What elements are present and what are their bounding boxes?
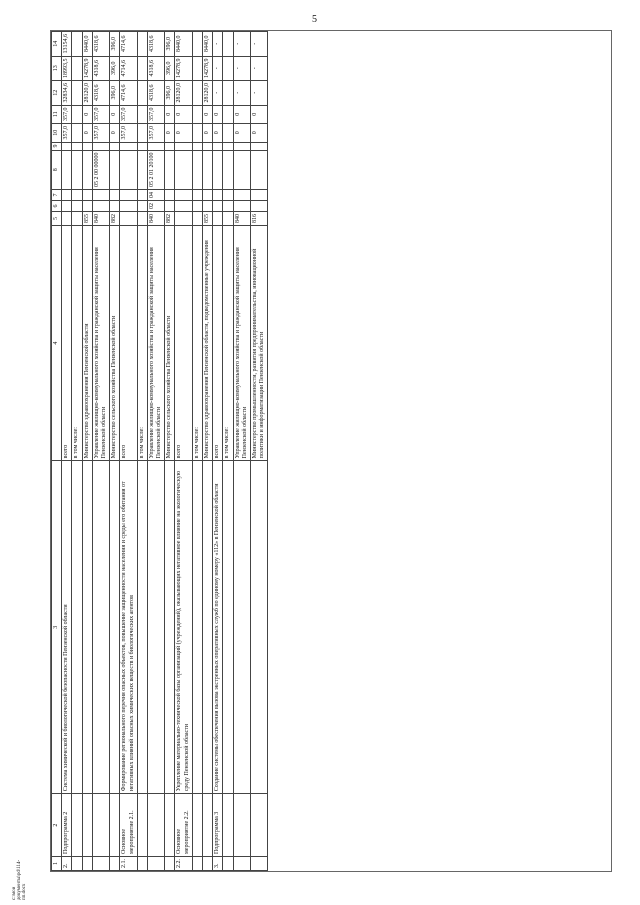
header-cell: 1	[52, 857, 62, 871]
table-cell: Формирование регионального перечня опасных объектов, повышение защищенности населения и среды его обитания от негативных влияний опасных химических веществ и биологических агентов	[120, 461, 137, 794]
table-cell: 4714,6	[120, 56, 137, 81]
table-cell	[72, 190, 82, 201]
table-cell: 4318,6	[147, 56, 164, 81]
table-cell	[147, 142, 164, 150]
table-cell	[213, 190, 223, 201]
table-cell	[137, 81, 147, 106]
table-cell: 0	[165, 124, 175, 143]
table-cell	[192, 124, 202, 143]
table-cell: Министерство сельского хозяйства Пензенской области	[110, 226, 120, 461]
table-cell	[137, 124, 147, 143]
table-cell	[192, 105, 202, 124]
table-cell	[72, 461, 82, 794]
table-cell	[223, 794, 233, 857]
table-cell	[213, 142, 223, 150]
table-cell	[165, 142, 175, 150]
table-cell: 2.2.	[175, 857, 192, 871]
table-row	[137, 32, 147, 871]
table-cell: 0	[233, 124, 250, 143]
table-cell: 0	[203, 124, 213, 143]
table-row	[92, 32, 109, 871]
table-cell	[120, 212, 137, 226]
table-cell: 396,0	[165, 81, 175, 106]
header-cell: 11	[52, 105, 62, 124]
table-cell: Подпрограмма 3	[213, 794, 223, 857]
table-cell	[72, 56, 82, 81]
table-cell: 0	[110, 105, 120, 124]
table-cell	[213, 201, 223, 212]
table-cell	[147, 461, 164, 794]
table-cell: Министерство промышленности, развития предпринимательства, инновационной политики и информатизации Пензенской области	[250, 226, 267, 461]
table-cell: 8440,0	[203, 32, 213, 57]
header-cell: 5	[52, 212, 62, 226]
table-cell	[250, 794, 267, 857]
table-cell	[223, 201, 233, 212]
table-cell: 0	[233, 105, 250, 124]
table-cell	[92, 794, 109, 857]
rotated-table-page	[50, 30, 612, 872]
budget-table	[51, 31, 268, 871]
table-cell: 14278,9	[175, 56, 192, 81]
table-cell: 2.	[62, 857, 72, 871]
table-cell	[233, 201, 250, 212]
table-row	[165, 32, 175, 871]
table-cell	[72, 201, 82, 212]
header-cell: 6	[52, 201, 62, 212]
table-cell: Основное мероприятие 2.2.	[175, 794, 192, 857]
table-cell: 05 2 00 00000	[92, 150, 109, 190]
table-cell	[233, 794, 250, 857]
table-cell	[92, 190, 109, 201]
table-row	[175, 32, 192, 871]
table-cell: Система химической и биологической безопасности Пензенской области	[62, 461, 72, 794]
table-cell: 357,0	[120, 124, 137, 143]
table-row	[192, 32, 202, 871]
table-cell	[82, 857, 92, 871]
table-cell: -	[250, 81, 267, 106]
table-cell	[137, 201, 147, 212]
table-cell	[250, 190, 267, 201]
table-row	[233, 32, 250, 871]
table-cell	[192, 142, 202, 150]
table-cell	[62, 201, 72, 212]
table-cell: в том числе:	[137, 226, 147, 461]
table-cell: 0	[175, 105, 192, 124]
table-cell: 8440,0	[175, 32, 192, 57]
table-cell	[82, 150, 92, 190]
table-cell	[213, 212, 223, 226]
table-cell: 816	[250, 212, 267, 226]
table-cell	[92, 857, 109, 871]
table-cell: 0	[175, 124, 192, 143]
table-cell: Укрепление материально-технической базы организаций (учреждений), оказывающих негативное влияние на экологическую среду Пензенской области	[175, 461, 192, 794]
table-cell	[223, 461, 233, 794]
table-cell	[233, 461, 250, 794]
table-cell: Подпрограмма 2	[62, 794, 72, 857]
table-cell	[72, 32, 82, 57]
header-cell: 4	[52, 226, 62, 461]
table-cell: 4318,6	[147, 81, 164, 106]
table-cell: -	[250, 56, 267, 81]
table-cell	[165, 857, 175, 871]
table-cell	[62, 212, 72, 226]
table-cell	[192, 150, 202, 190]
table-cell	[137, 150, 147, 190]
table-cell: 0	[165, 105, 175, 124]
table-cell: 4318,6	[92, 56, 109, 81]
table-cell: 14278,9	[203, 56, 213, 81]
table-cell	[92, 461, 109, 794]
table-cell	[92, 142, 109, 150]
table-cell: -	[213, 32, 223, 57]
table-cell	[223, 212, 233, 226]
table-cell	[137, 190, 147, 201]
table-cell: 0	[213, 105, 223, 124]
table-cell: 357,0	[92, 124, 109, 143]
table-cell	[192, 56, 202, 81]
table-cell	[203, 190, 213, 201]
table-cell	[72, 124, 82, 143]
table-cell	[192, 81, 202, 106]
table-cell	[192, 201, 202, 212]
table-cell	[110, 190, 120, 201]
table-cell	[175, 150, 192, 190]
page-number: 5	[312, 14, 317, 25]
table-cell	[82, 142, 92, 150]
table-cell: Министерство сельского хозяйства Пензенской области	[165, 226, 175, 461]
table-cell: 855	[82, 212, 92, 226]
table-cell: 0	[203, 105, 213, 124]
table-cell	[147, 794, 164, 857]
table-cell	[137, 32, 147, 57]
table-cell: всего	[120, 226, 137, 461]
table-cell: 396,0	[110, 56, 120, 81]
table-cell	[72, 105, 82, 124]
table-cell: -	[233, 81, 250, 106]
table-cell: 28120,0	[203, 81, 213, 106]
table-cell	[110, 201, 120, 212]
table-cell	[203, 201, 213, 212]
table-cell	[213, 150, 223, 190]
table-cell: 28120,0	[175, 81, 192, 106]
table-cell	[137, 857, 147, 871]
table-cell	[110, 150, 120, 190]
table-cell	[137, 56, 147, 81]
table-row	[213, 32, 223, 871]
table-row	[62, 32, 72, 871]
table-cell	[192, 212, 202, 226]
table-cell	[223, 150, 233, 190]
table-cell	[233, 190, 250, 201]
table-cell: 357,0	[62, 124, 72, 143]
table-cell	[192, 190, 202, 201]
table-cell	[62, 150, 72, 190]
table-cell: 0	[82, 105, 92, 124]
table-cell: 28120,0	[82, 81, 92, 106]
table-cell: Министерство здравоохранения Пензенской области, подведомственные учреждения	[203, 226, 213, 461]
table-cell: 13154,6	[62, 32, 72, 57]
table-cell	[175, 142, 192, 150]
table-cell	[192, 461, 202, 794]
table-cell: в том числе:	[223, 226, 233, 461]
table-cell	[82, 190, 92, 201]
table-cell	[120, 150, 137, 190]
table-cell	[192, 857, 202, 871]
table-cell: 357,0	[147, 124, 164, 143]
table-cell: 840	[233, 212, 250, 226]
table-row	[250, 32, 267, 871]
table-cell	[175, 201, 192, 212]
table-cell	[233, 857, 250, 871]
table-cell	[203, 461, 213, 794]
table-cell: Создание системы обеспечения вызова экстренных оперативных служб по единому номеру «112» в Пензенской области	[213, 461, 223, 794]
table-cell	[175, 212, 192, 226]
table-cell	[223, 142, 233, 150]
table-cell	[110, 857, 120, 871]
header-cell: 3	[52, 461, 62, 794]
table-cell	[120, 190, 137, 201]
table-cell	[137, 142, 147, 150]
table-cell	[92, 201, 109, 212]
table-cell: в том числе:	[72, 226, 82, 461]
table-cell: Управление жилищно-коммунального хозяйства и гражданской защиты населения Пензенской области	[233, 226, 250, 461]
table-cell: 357,0	[92, 105, 109, 124]
table-cell	[223, 124, 233, 143]
table-cell	[137, 461, 147, 794]
table-cell: 14278,9	[82, 56, 92, 81]
table-cell	[223, 190, 233, 201]
table-cell: 396,0	[165, 56, 175, 81]
table-cell	[250, 201, 267, 212]
table-cell	[223, 81, 233, 106]
table-cell	[72, 150, 82, 190]
table-cell: 357,0	[62, 105, 72, 124]
table-cell: 4714,6	[120, 81, 137, 106]
header-cell: 9	[52, 142, 62, 150]
table-cell	[165, 201, 175, 212]
table-cell	[165, 461, 175, 794]
table-cell: 882	[110, 212, 120, 226]
table-cell	[203, 857, 213, 871]
table-cell	[250, 461, 267, 794]
table-cell	[82, 201, 92, 212]
table-cell	[250, 150, 267, 190]
table-cell	[120, 201, 137, 212]
header-cell: 13	[52, 56, 62, 81]
table-cell	[62, 190, 72, 201]
table-cell: Основное мероприятие 2.1.	[120, 794, 137, 857]
table-cell	[223, 105, 233, 124]
table-cell	[223, 857, 233, 871]
table-cell: Управление жилищно-коммунального хозяйства и гражданской защиты населения Пензенской области	[147, 226, 164, 461]
table-cell	[72, 857, 82, 871]
table-row	[72, 32, 82, 871]
table-body	[62, 32, 268, 871]
table-cell	[165, 794, 175, 857]
table-cell	[110, 461, 120, 794]
table-cell: -	[233, 56, 250, 81]
table-cell: 0	[110, 124, 120, 143]
table-cell: 840	[92, 212, 109, 226]
table-cell	[192, 32, 202, 57]
table-cell	[72, 142, 82, 150]
table-cell	[72, 81, 82, 106]
table-cell	[72, 212, 82, 226]
table-cell	[72, 794, 82, 857]
table-cell: -	[233, 32, 250, 57]
table-cell: 05 2 01 20100	[147, 150, 164, 190]
table-cell: -	[213, 56, 223, 81]
table-cell: 04	[147, 190, 164, 201]
table-cell: 0	[250, 124, 267, 143]
table-cell: 18993,5	[62, 56, 72, 81]
table-cell	[223, 56, 233, 81]
header-row	[52, 32, 62, 871]
table-cell: 02	[147, 201, 164, 212]
table-cell	[203, 794, 213, 857]
table-cell	[192, 794, 202, 857]
table-cell: 32834,6	[62, 81, 72, 106]
table-cell	[250, 857, 267, 871]
table-cell: 0	[213, 124, 223, 143]
table-cell	[137, 212, 147, 226]
table-cell	[203, 150, 213, 190]
table-cell	[110, 142, 120, 150]
header-cell: 8	[52, 150, 62, 190]
table-cell: 0	[82, 124, 92, 143]
table-cell: 0	[250, 105, 267, 124]
table-cell: 396,0	[110, 81, 120, 106]
file-path-footer: c:\мои документы\pd\114-пп.docx	[12, 859, 27, 900]
table-cell	[110, 794, 120, 857]
table-cell	[137, 105, 147, 124]
table-cell	[175, 190, 192, 201]
table-row	[203, 32, 213, 871]
table-cell: 396,0	[165, 32, 175, 57]
table-row	[120, 32, 137, 871]
table-cell: 840	[147, 212, 164, 226]
table-cell: всего	[213, 226, 223, 461]
table-cell	[165, 150, 175, 190]
table-cell	[82, 461, 92, 794]
table-cell: -	[250, 32, 267, 57]
table-cell: 2.1.	[120, 857, 137, 871]
table-cell	[137, 794, 147, 857]
table-cell: 4318,6	[92, 81, 109, 106]
header-cell: 7	[52, 190, 62, 201]
table-cell	[203, 142, 213, 150]
table-cell: в том числе:	[192, 226, 202, 461]
table-cell: 396,0	[110, 32, 120, 57]
table-cell	[233, 150, 250, 190]
table-cell	[233, 142, 250, 150]
table-cell: 357,0	[120, 105, 137, 124]
table-cell: 357,0	[147, 105, 164, 124]
table-row	[110, 32, 120, 871]
header-cell: 10	[52, 124, 62, 143]
table-cell	[250, 142, 267, 150]
table-cell	[82, 794, 92, 857]
table-row	[82, 32, 92, 871]
table-cell: 4318,6	[147, 32, 164, 57]
header-cell: 12	[52, 81, 62, 106]
table-cell	[165, 190, 175, 201]
table-cell: 882	[165, 212, 175, 226]
table-row	[223, 32, 233, 871]
header-cell: 14	[52, 32, 62, 57]
table-cell: всего	[62, 226, 72, 461]
table-row	[147, 32, 164, 871]
table-cell	[62, 142, 72, 150]
table-cell: 855	[203, 212, 213, 226]
table-cell	[223, 32, 233, 57]
table-cell: всего	[175, 226, 192, 461]
table-cell: 3.	[213, 857, 223, 871]
header-cell: 2	[52, 794, 62, 857]
table-cell: -	[213, 81, 223, 106]
table-cell: 4318,6	[92, 32, 109, 57]
table-cell: Министерство здравоохранения Пензенской области	[82, 226, 92, 461]
table-cell	[147, 857, 164, 871]
table-cell	[120, 142, 137, 150]
rotated-table-stage	[51, 31, 611, 871]
table-cell: 8440,0	[82, 32, 92, 57]
table-cell: 4714,6	[120, 32, 137, 57]
table-cell: Управление жилищно-коммунального хозяйства и гражданской защиты населения Пензенской области	[92, 226, 109, 461]
